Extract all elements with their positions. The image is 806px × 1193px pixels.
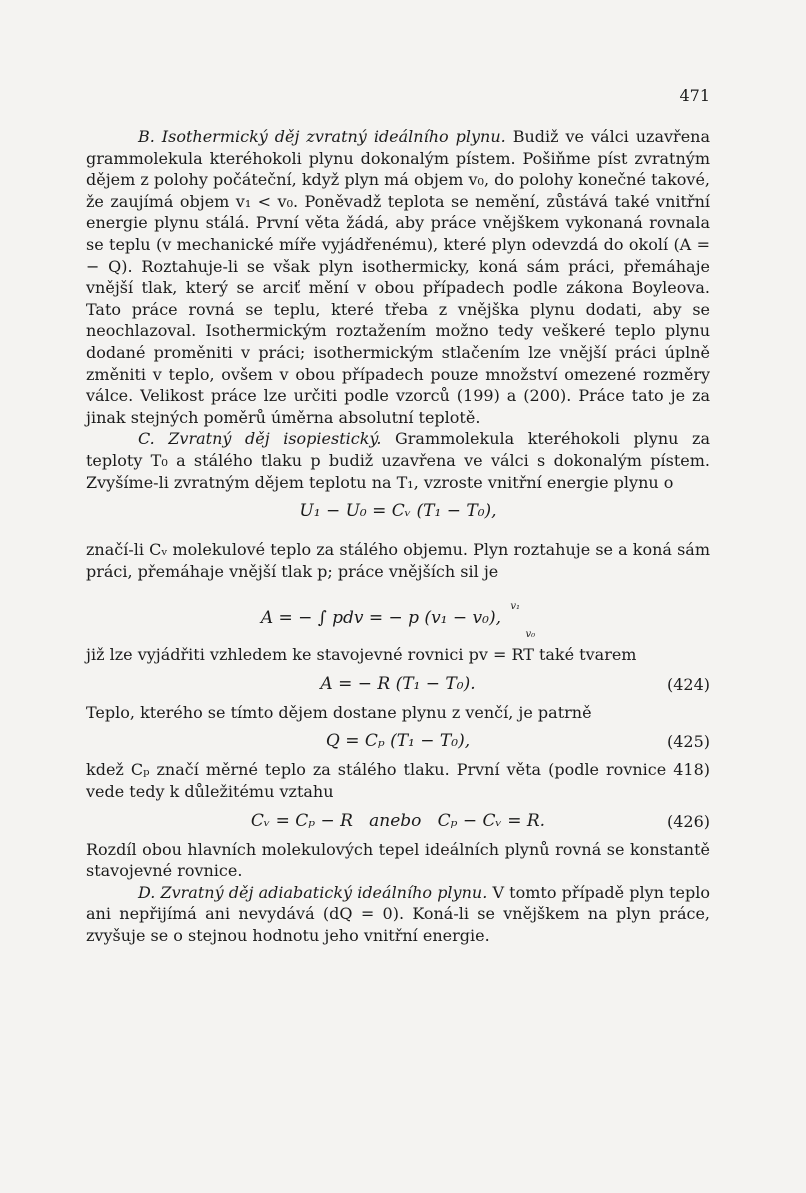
section-d-text: V tomto případě plyn teplo ani nepřijímá ani nevydává (dQ = 0). Koná-li se vnějškem na plyn práce, zvyšuje se o stejnou hodnotu jeho vnitřní energie. — [86, 882, 711, 946]
equation-5-number: (426) — [666, 811, 710, 831]
paragraph-b — [86, 126, 710, 428]
equation-1-body: U₁ − U₀ = Cᵥ (T₁ − T₀), — [299, 501, 497, 522]
section-b-label: B. Isothermický děj zvratný ideálního plynu. — [138, 127, 506, 146]
integral-upper-limit: v₁ — [510, 601, 521, 613]
paragraph-after-eq2: již lze vyjádřiti vzhledem ke stavojevné rovnici pv = RT také tvarem — [86, 645, 637, 665]
equation-5 — [86, 803, 710, 839]
equation-5-body: Cᵥ = Cₚ − R anebo Cₚ − Cᵥ = R. — [250, 810, 546, 831]
equation-3-body: A = − R (T₁ − T₀). — [320, 673, 476, 694]
paragraph-after-eq3: Teplo, kterého se tímto dějem dostane plynu z venčí, je patrně — [86, 702, 592, 722]
paragraph-after-eq1: značí-li Cᵥ molekulové teplo za stálého objemu. Plyn roztahuje se a koná sám práci, přemáhaje vnější tlak p; práce vnějších sil je — [86, 540, 710, 581]
section-d-label: D. Zvratný děj adiabatický ideálního plynu. — [138, 882, 488, 902]
equation-4-number: (425) — [666, 732, 710, 752]
equation-4 — [86, 723, 710, 759]
section-c-text: Grammolekula kteréhokoli plynu za teploty T₀ a stálého tlaku p budiž uzavřena ve válci s dokonalým pístem. Zvyšíme-li zvratným dějem teplotu na T₁, vzroste vnitřní energie plynu o — [86, 429, 711, 492]
section-b-text: Budiž ve válci uzavřena grammolekula kteréhokoli plynu dokonalým pístem. Pošiňme píst zvratným dějem z polohy počáteční, když plyn má objem v₀, do polohy konečné takové, že zaujímá objem v₁ < v₀. Poněvadž teplota se nemění, zůstává také vnitřní energie plynu stálá. První věta žádá, aby práce vnějškem vykonaná rovnala se teplu (v mechanické míře vyjádřenému), které plyn odevzdá do okolí (A = − Q). Roztahuje-li se však plyn isothermicky, koná sám práci, přemáhaje vnější tlak, který se arciť mění v obou případech podle zákona Boyleova. Tato práce rovná se teplu, které třeba z vnějška plynu dodati, aby se neochlazoval. Isothermickým roztažením možno tedy veškeré teplo plynu dodané proměniti v práci; isothermickým stlačením lze vnější práci úplně změniti v teplo, ovšem v obou případech pouze množství omezené rozměry válce. Velikost práce lze určiti podle vzorců (199) a (200). Práce tato je za jinak stejných poměrů úměrna absolutní teplotě. — [86, 127, 711, 427]
equation-1 — [86, 493, 710, 539]
paragraph-after-eq5: Rozdíl obou hlavních molekulových tepel ideálních plynů rovná se konstantě stavojevné rovnice. — [86, 839, 710, 881]
equation-2-body — [86, 596, 710, 646]
section-c-label: C. Zvratný děj isopiestický. — [138, 429, 382, 449]
text-block — [86, 126, 710, 947]
page-number: 471 — [679, 86, 710, 105]
equation-2-formula: A = − ∫ pdv = − p (v₁ − v₀), — [260, 608, 501, 629]
equation-4-body: Q = Cₚ (T₁ − T₀), — [325, 731, 471, 752]
equation-3-number: (424) — [666, 674, 710, 694]
integral-lower-limit: v₀ — [525, 629, 536, 641]
paragraph-c — [86, 428, 710, 493]
equation-2 — [86, 582, 710, 644]
paragraph-d — [86, 882, 710, 947]
equation-3 — [86, 666, 710, 702]
paragraph-after-eq4: kdež Cₚ značí měrné teplo za stálého tlaku. První věta (podle rovnice 418) vede tedy k důležitému vztahu — [86, 760, 710, 802]
